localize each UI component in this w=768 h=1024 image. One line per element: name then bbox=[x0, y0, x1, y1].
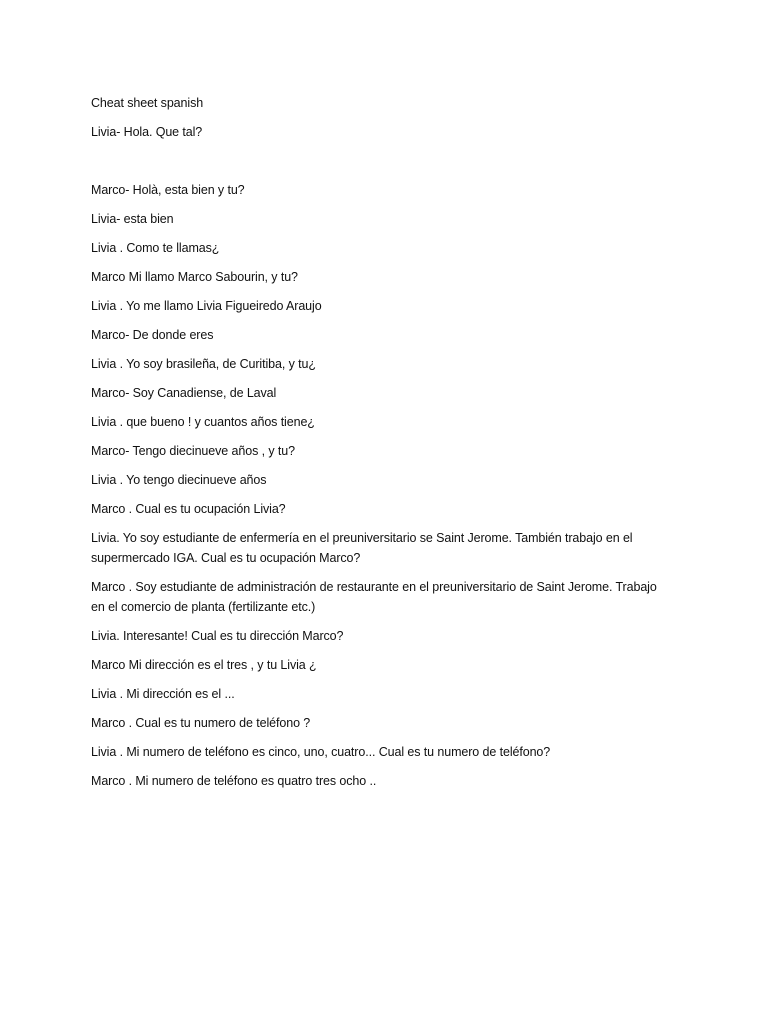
dialogue-line: Marco Mi llamo Marco Sabourin, y tu? bbox=[91, 270, 298, 284]
dialogue-line: Marco- Holà, esta bien y tu? bbox=[91, 183, 245, 197]
dialogue-line: Livia . Yo me llamo Livia Figueiredo Araujo bbox=[91, 299, 322, 313]
dialogue-line: Marco- Tengo diecinueve años , y tu? bbox=[91, 444, 295, 458]
dialogue-line: Marco- Soy Canadiense, de Laval bbox=[91, 386, 277, 400]
dialogue-line: Livia . Como te llamas¿ bbox=[91, 241, 220, 255]
dialogue-line: Marco- De donde eres bbox=[91, 328, 214, 342]
document-body bbox=[91, 93, 671, 800]
dialogue-line: Livia . Mi numero de teléfono es cinco, uno, cuatro... Cual es tu numero de teléfono? bbox=[91, 745, 551, 759]
dialogue-line: Livia. Yo soy estudiante de enfermería en el preuniversitario se Saint Jerome. También trabajo en el supermercado IGA. Cual es tu ocupación Marco? bbox=[91, 531, 633, 565]
dialogue-line: Livia . Yo soy brasileña, de Curitiba, y tu¿ bbox=[91, 357, 316, 371]
dialogue-line: Livia . Yo tengo diecinueve años bbox=[91, 473, 267, 487]
dialogue-line: Marco Mi dirección es el tres , y tu Livia ¿ bbox=[91, 658, 317, 672]
dialogue-line: Marco . Soy estudiante de administración de restaurante en el preuniversitario de Saint Jerome. Trabajo en el comercio de planta (fertilizante etc.) bbox=[91, 580, 657, 614]
document-title: Cheat sheet spanish bbox=[91, 96, 204, 110]
dialogue-line: Marco . Mi numero de teléfono es quatro tres ocho .. bbox=[91, 774, 377, 788]
dialogue-line: Livia- Hola. Que tal? bbox=[91, 125, 203, 139]
dialogue-line: Livia- esta bien bbox=[91, 212, 174, 226]
dialogue-line: Marco . Cual es tu numero de teléfono ? bbox=[91, 716, 311, 730]
dialogue-line: Marco . Cual es tu ocupación Livia? bbox=[91, 502, 286, 516]
dialogue-line: Livia. Interesante! Cual es tu dirección Marco? bbox=[91, 629, 344, 643]
dialogue-line: Livia . Mi dirección es el ... bbox=[91, 687, 235, 701]
dialogue-line: Livia . que bueno ! y cuantos años tiene¿ bbox=[91, 415, 315, 429]
